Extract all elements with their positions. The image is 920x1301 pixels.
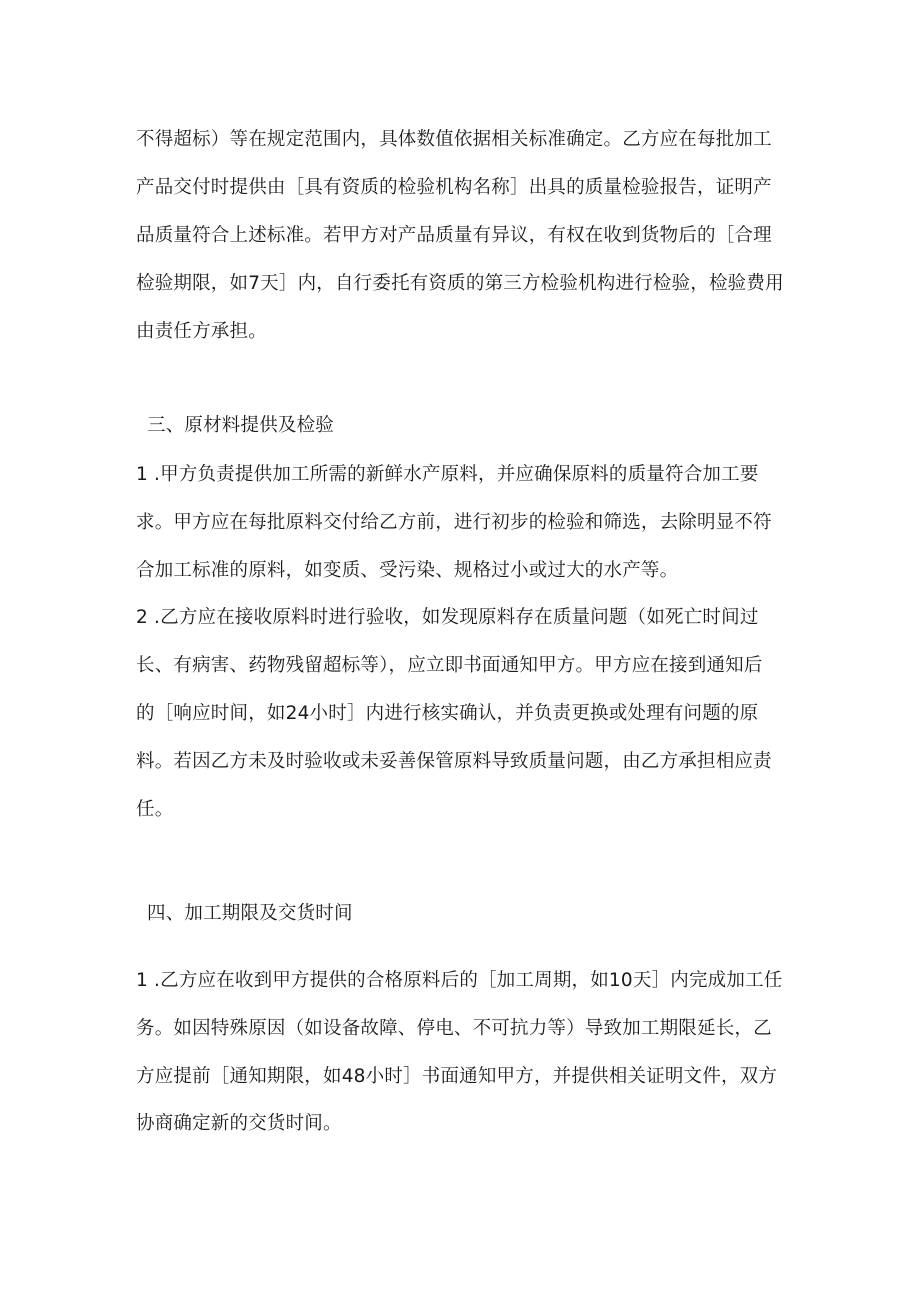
text-line: 不得超标）等在规定范围内，具体数值依据相关标准确定。乙方应在每批加工 <box>136 129 772 150</box>
section-heading: 四、加工期限及交货时间 <box>147 903 353 924</box>
text-line: 由责任方承担。 <box>136 321 267 342</box>
text-line: 求。甲方应在每批原料交付给乙方前，进行初步的检验和筛选，去除明显不符 <box>136 512 772 533</box>
text-line: 料。若因乙方未及时验收或未妥善保管原料导致质量问题，由乙方承担相应责 <box>136 751 772 772</box>
text-line: 2 .乙方应在接收原料时进行验收，如发现原料存在质量问题（如死亡时间过 <box>136 607 759 628</box>
text-line: 检验期限，如7天］内，自行委托有资质的第三方检验机构进行检验，检验费用 <box>136 273 784 294</box>
text-line: 1 .甲方负责提供加工所需的新鲜水产原料，并应确保原料的质量符合加工要 <box>136 464 759 485</box>
text-line: 任。 <box>136 799 174 820</box>
text-line: 品质量符合上述标准。若甲方对产品质量有异议，有权在收到货物后的［合理 <box>136 225 772 246</box>
text-line: 协商确定新的交货时间。 <box>136 1113 342 1134</box>
text-line: 合加工标准的原料，如变质、受污染、规格过小或过大的水产等。 <box>136 560 679 581</box>
text-line: 1 .乙方应在收到甲方提供的合格原料后的［加工周期，如10天］内完成加工任 <box>136 970 783 991</box>
text-line: 产品交付时提供由［具有资质的检验机构名称］出具的质量检验报告，证明产 <box>136 177 772 198</box>
text-line: 长、有病害、药物残留超标等），应立即书面通知甲方。甲方应在接到通知后 <box>136 655 763 676</box>
text-line: 方应提前［通知期限，如48小时］书面通知甲方，并提供相关证明文件，双方 <box>136 1066 778 1087</box>
text-line: 务。如因特殊原因（如设备故障、停电、不可抗力等）导致加工期限延长，乙 <box>136 1018 772 1039</box>
section-heading: 三、原材料提供及检验 <box>147 415 335 436</box>
text-line: 的［响应时间，如24小时］内进行核实确认，并负责更换或处理有问题的原 <box>136 703 759 724</box>
